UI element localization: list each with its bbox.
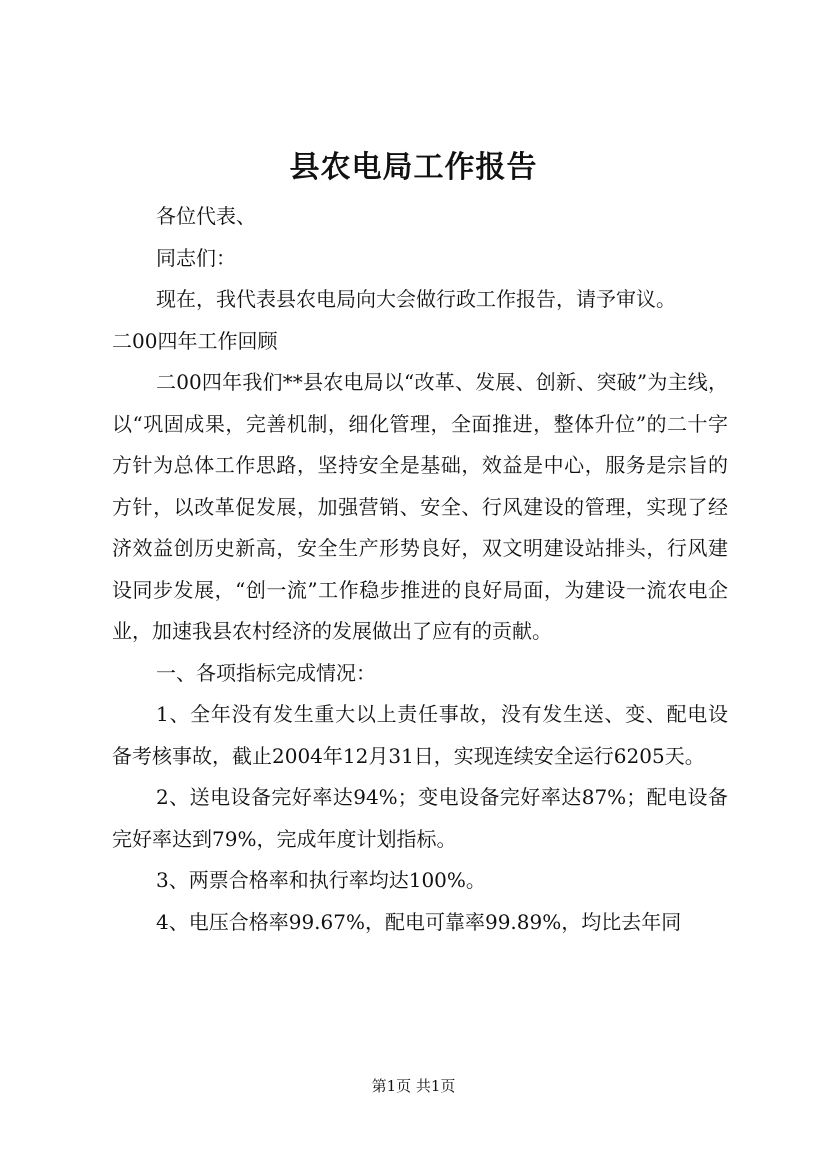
subsection-heading: 一、各项指标完成情况： [156, 660, 376, 685]
list-item-1: 1、全年没有发生重大以上责任事故，没有发生送、变、配电设备考核事故，截止2004年12月31日，实现连续安全运行6205天。 [112, 702, 728, 768]
page-footer: 第1页 共1页 [371, 1077, 456, 1095]
list-item-3: 3、两票合格率和执行率均达100%。 [156, 868, 486, 892]
document-title: 县农电局工作报告 [289, 150, 538, 185]
section-heading: 二00四年工作回顾 [112, 328, 278, 353]
salutation-line-1: 各位代表、 [156, 204, 256, 228]
list-item-2: 2、送电设备完好率达94%；变电设备完好率达87%；配电设备完好率达到79%，完成年度计划指标。 [112, 785, 728, 851]
list-item-4: 4、电压合格率99.67%，配电可靠率99.89%，均比去年同 [156, 909, 682, 934]
salutation-line-2: 同志们： [156, 245, 236, 270]
opening-paragraph: 现在，我代表县农电局向大会做行政工作报告，请予审议。 [156, 287, 676, 311]
document-body [112, 196, 728, 943]
review-paragraph: 二00四年我们**县农电局以“改革、发展、创新、突破”为主线，以“巩固成果，完善机制，细化管理，全面推进，整体升位”的二十字方针为总体工作思路，坚持安全是基础，效益是中心，服务是宗旨的方针，以改革促发展，加强营销、安全、行风建设的管理，实现了经济效益创历史新高，安全生产形势良好，双文明建设站排头，行风建设同步发展，“创一流”工作稳步推进的良好局面，为建设一流农电企业，加速我县农村经济的发展做出了应有的贡献。 [112, 370, 728, 643]
